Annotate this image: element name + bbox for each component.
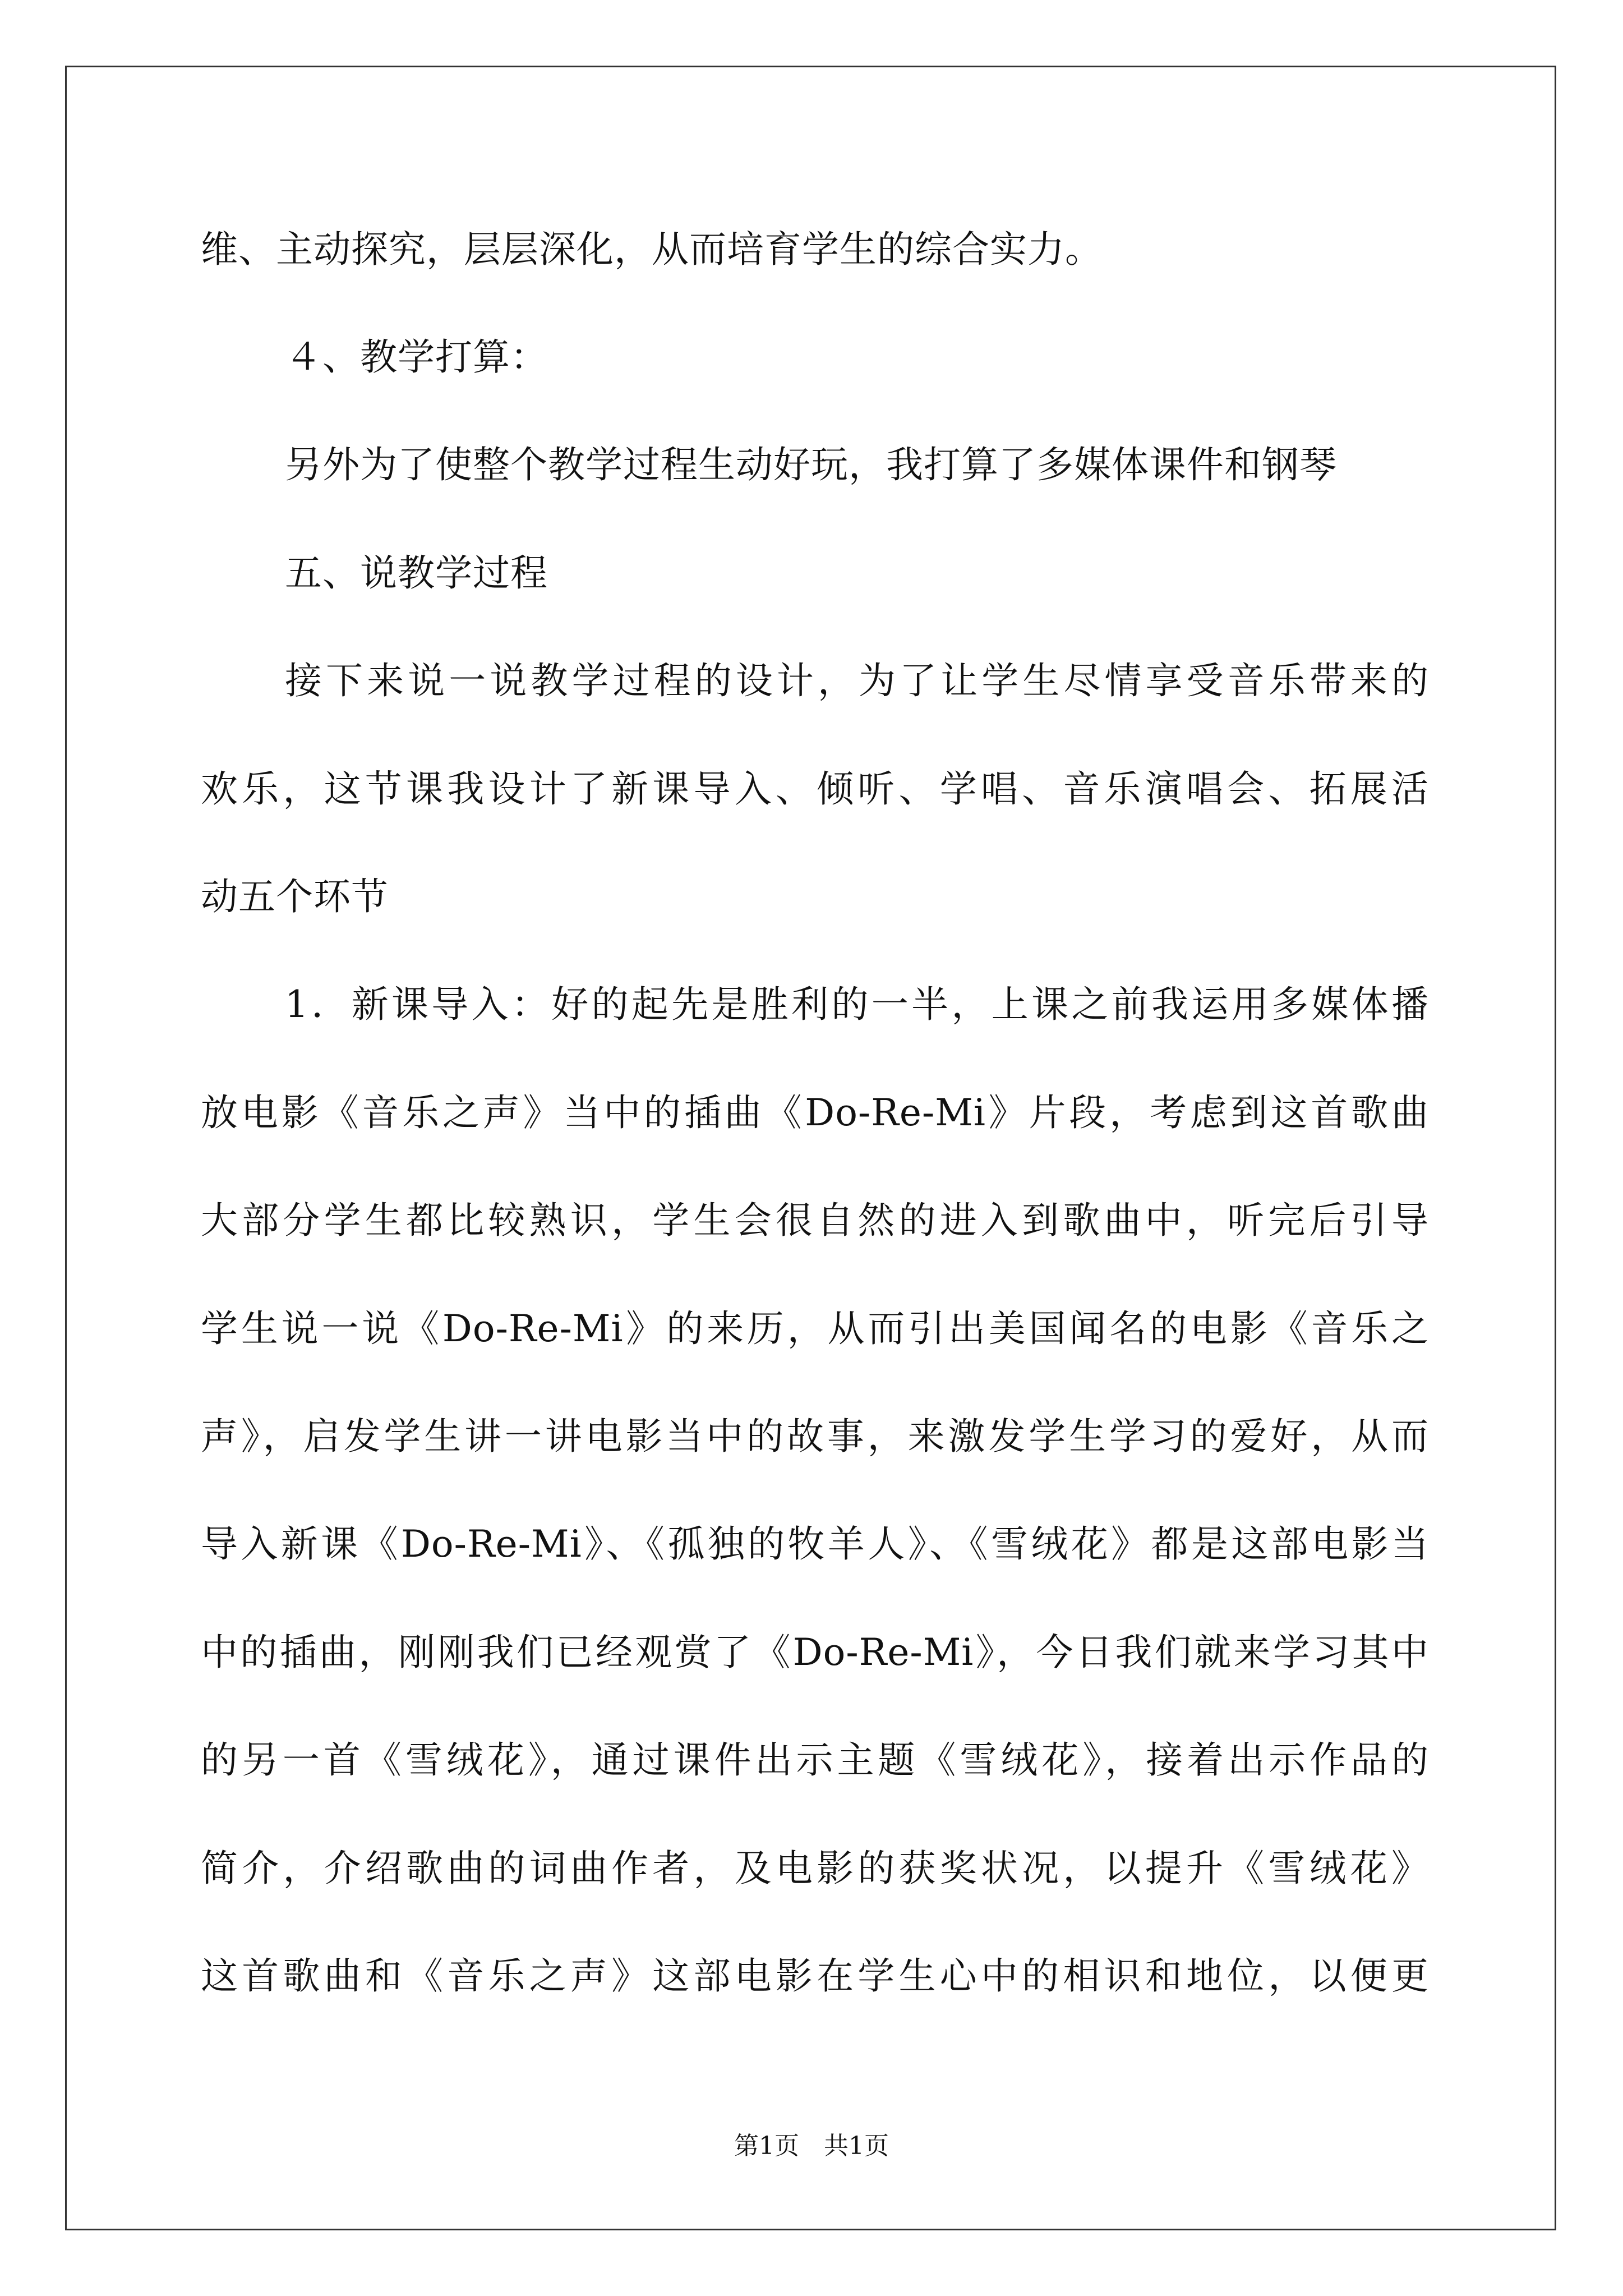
text-line: 欢乐，这节课我设计了新课导入、倾听、学唱、音乐演唱会、拓展活 <box>201 767 1429 811</box>
text-line: 动五个环节 <box>201 875 389 918</box>
text-line: 声》，启发学生讲一讲电影当中的故事，来激发学生学习的爱好，从而 <box>201 1415 1429 1458</box>
text-line: 导入新课《Do-Re-Mi》、《孤独的牧羊人》、《雪绒花》都是这部电影当 <box>201 1522 1429 1566</box>
page-footer: 第1页 共1页 <box>734 2132 889 2160</box>
text-line: 中的插曲，刚刚我们已经观赏了《Do-Re-Mi》，今日我们就来学习其中 <box>201 1631 1429 1674</box>
text-line: 大部分学生都比较熟识，学生会很自然的进入到歌曲中，听完后引导 <box>201 1199 1429 1242</box>
text-line: 简介，介绍歌曲的词曲作者，及电影的获奖状况，以提升《雪绒花》 <box>201 1847 1429 1890</box>
text-line: 1．新课导入：好的起先是胜利的一半，上课之前我运用多媒体播 <box>285 983 1429 1026</box>
text-line: 学生说一说《Do-Re-Mi》的来历，从而引出美国闻名的电影《音乐之 <box>201 1307 1429 1350</box>
text-line: 的另一首《雪绒花》，通过课件出示主题《雪绒花》，接着出示作品的 <box>201 1738 1429 1782</box>
text-line: 维、主动探究，层层深化，从而培育学生的综合实力。 <box>201 228 1103 271</box>
section-heading: 五、说教学过程 <box>285 551 548 595</box>
section-heading: ４、教学打算： <box>285 335 548 379</box>
text-line: 放电影《音乐之声》当中的插曲《Do-Re-Mi》片段，考虑到这首歌曲 <box>201 1091 1429 1134</box>
text-line: 另外为了使整个教学过程生动好玩，我打算了多媒体课件和钢琴 <box>285 443 1337 486</box>
text-line: 接下来说一说教学过程的设计，为了让学生尽情享受音乐带来的 <box>285 659 1429 702</box>
page-border <box>65 66 1556 2230</box>
text-line: 这首歌曲和《音乐之声》这部电影在学生心中的相识和地位，以便更 <box>201 1954 1429 1998</box>
